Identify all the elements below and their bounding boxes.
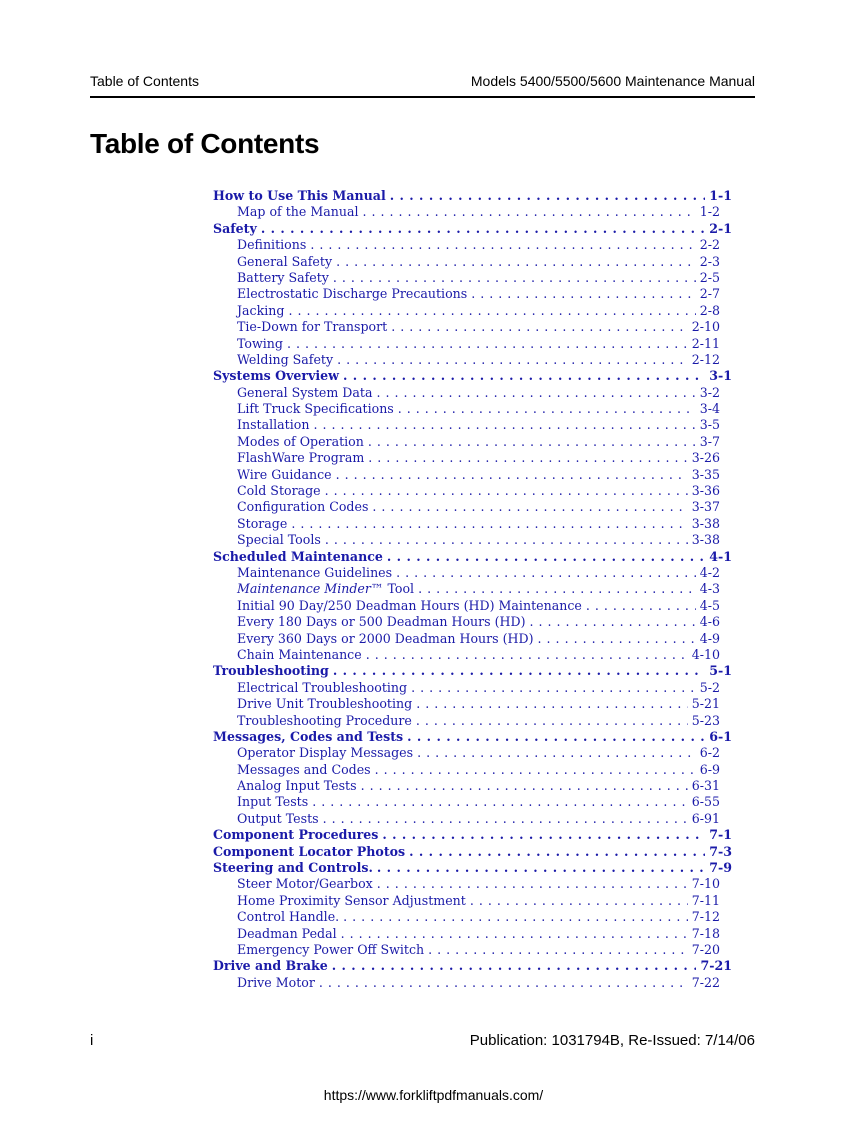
running-header-manual-title: Models 5400/5500/5600 Maintenance Manual [470, 73, 755, 89]
toc-entry-label: Messages and Codes [237, 761, 371, 777]
toc-section-link[interactable] [213, 876, 732, 892]
toc-chapter-link[interactable] [213, 549, 732, 565]
dot-leader [325, 532, 688, 548]
dot-leader [325, 483, 688, 499]
toc-entry-label: Lift Truck Specifications [237, 401, 394, 417]
dot-leader [391, 319, 688, 335]
dot-leader [418, 581, 696, 597]
table-of-contents [213, 188, 732, 991]
toc-section-link[interactable] [213, 467, 732, 483]
toc-section-link[interactable] [213, 286, 732, 302]
toc-entry-page: 7-12 [691, 909, 720, 925]
dot-leader [319, 975, 688, 991]
dot-leader [390, 188, 705, 204]
dot-leader [361, 778, 688, 794]
toc-entry-page: 5-2 [699, 679, 720, 695]
toc-entry-label: Systems Overview [213, 368, 340, 384]
page-title: Table of Contents [90, 128, 320, 159]
toc-entry-label-italic: Maintenance Minder [237, 581, 371, 597]
toc-entry-page: 6-2 [699, 745, 720, 761]
running-header-section: Table of Contents [90, 73, 199, 89]
toc-entry-page: 4-10 [691, 646, 720, 662]
toc-entry-label: Emergency Power Off Switch [237, 941, 425, 957]
dot-leader [538, 631, 696, 647]
dot-leader [470, 893, 688, 909]
dot-leader [586, 598, 696, 614]
footer-page-number: i [90, 1032, 94, 1049]
dot-leader [291, 516, 687, 532]
dot-leader [398, 401, 696, 417]
dot-leader [312, 794, 688, 810]
toc-entry-page: 3-36 [691, 483, 720, 499]
dot-leader [416, 713, 688, 729]
toc-entry-page: 2-3 [699, 253, 720, 269]
toc-entry-page: 7-10 [691, 876, 720, 892]
dot-leader [333, 663, 705, 679]
toc-section-link[interactable] [213, 942, 732, 958]
toc-section-link[interactable] [213, 926, 732, 942]
toc-entry-page: 1-1 [709, 188, 732, 203]
toc-entry-page: 4-5 [699, 597, 720, 613]
toc-entry-label: Scheduled Maintenance [213, 548, 383, 564]
toc-section-link[interactable] [213, 483, 732, 499]
toc-entry-label: Installation [237, 417, 310, 433]
toc-chapter-link[interactable] [213, 827, 732, 843]
toc-section-link[interactable] [213, 631, 732, 647]
toc-entry-label: Map of the Manual [237, 204, 359, 220]
toc-chapter-link[interactable] [213, 729, 732, 745]
dot-leader [288, 303, 695, 319]
toc-entry-label: Tie-Down for Transport [237, 319, 388, 335]
toc-entry-page: 7-1 [709, 827, 732, 843]
toc-entry-page: 4-6 [699, 614, 720, 630]
toc-entry-label: Modes of Operation [237, 433, 364, 449]
dot-leader [377, 860, 705, 876]
toc-chapter-link[interactable] [213, 860, 732, 876]
dot-leader [377, 876, 688, 892]
dot-leader [333, 270, 696, 286]
toc-section-link[interactable] [213, 499, 732, 515]
toc-entry-page: 5-21 [691, 696, 720, 712]
toc-entry-page: 2-12 [691, 351, 720, 367]
toc-entry-label: Battery Safety [237, 269, 329, 285]
toc-entry-label: Special Tools [237, 532, 321, 548]
toc-entry-page: 2-5 [699, 269, 720, 285]
toc-entry-label: Every 360 Days or 2000 Deadman Hours (HD) [237, 630, 534, 646]
toc-entry-page: 3-26 [691, 450, 720, 466]
dot-leader [332, 958, 697, 974]
toc-entry-label: Component Locator Photos [213, 843, 406, 859]
toc-entry-label: Output Tests [237, 810, 319, 826]
toc-chapter-link[interactable] [213, 188, 732, 204]
dot-leader [416, 696, 688, 712]
dot-leader [471, 286, 695, 302]
toc-section-link[interactable] [213, 598, 732, 614]
dot-leader [343, 909, 688, 925]
toc-entry-label: Electrical Troubleshooting [237, 679, 408, 695]
toc-entry-page: 7-20 [691, 941, 720, 957]
toc-section-link[interactable] [213, 647, 732, 663]
toc-entry-label: Troubleshooting Procedure [237, 712, 412, 728]
toc-entry-page: 4-2 [699, 564, 720, 580]
toc-entry-label: Deadman Pedal [237, 925, 337, 941]
toc-chapter-link[interactable] [213, 221, 732, 237]
toc-entry-page: 3-37 [691, 499, 720, 515]
toc-section-link[interactable] [213, 565, 732, 581]
toc-section-link[interactable] [213, 581, 732, 597]
toc-entry-page: 3-5 [699, 417, 720, 433]
toc-section-link[interactable] [213, 680, 732, 696]
dot-leader [336, 254, 696, 270]
toc-entry-label-rest: ™ Tool [370, 581, 415, 597]
toc-entry-page: 6-55 [691, 794, 720, 810]
dot-leader [336, 467, 688, 483]
dot-leader [372, 499, 687, 515]
toc-entry-label: Home Proximity Sensor Adjustment [237, 892, 466, 908]
toc-entry-page: 3-38 [691, 532, 720, 548]
toc-entry-label: Drive Motor [237, 974, 315, 990]
dot-leader [366, 647, 688, 663]
toc-entry-label: Towing [237, 335, 283, 351]
toc-entry-label: Jacking [237, 302, 285, 318]
toc-section-link[interactable] [213, 893, 732, 909]
toc-entry-label: Welding Safety [237, 351, 334, 367]
toc-entry-page: 6-1 [709, 728, 732, 744]
toc-entry-page: 3-35 [691, 466, 720, 482]
toc-entry-label: FlashWare Program [237, 450, 365, 466]
toc-entry-label: Steering and Controls. [213, 860, 373, 876]
dot-leader [341, 926, 688, 942]
toc-entry-page: 3-7 [699, 433, 720, 449]
toc-entry-page: 7-3 [709, 843, 732, 859]
toc-entry-label: Input Tests [237, 794, 309, 810]
toc-chapter-link[interactable] [213, 368, 732, 384]
toc-entry-label: Chain Maintenance [237, 646, 362, 662]
toc-entry-label: Cold Storage [237, 483, 321, 499]
toc-section-link[interactable] [213, 401, 732, 417]
toc-entry-page: 2-1 [709, 220, 732, 236]
toc-entry-page: 6-91 [691, 810, 720, 826]
toc-entry-page: 4-1 [709, 548, 732, 564]
toc-entry-label: Operator Display Messages [237, 745, 414, 761]
toc-entry-label: General Safety [237, 253, 333, 269]
toc-section-link[interactable] [213, 254, 732, 270]
toc-section-link[interactable] [213, 352, 732, 368]
toc-entry-label: General System Data [237, 384, 373, 400]
toc-section-link[interactable] [213, 303, 732, 319]
toc-chapter-link[interactable] [213, 958, 732, 974]
toc-section-link[interactable] [213, 762, 732, 778]
toc-section-link[interactable] [213, 532, 732, 548]
toc-entry-page: 6-31 [691, 778, 720, 794]
dot-leader [387, 549, 705, 565]
dot-leader [530, 614, 696, 630]
toc-section-link[interactable] [213, 778, 732, 794]
toc-entry-label: Storage [237, 515, 288, 531]
dot-leader [313, 417, 695, 433]
toc-entry-label: Drive Unit Troubleshooting [237, 696, 413, 712]
toc-entry-page: 3-38 [691, 515, 720, 531]
toc-entry-page: 6-9 [699, 761, 720, 777]
dot-leader [376, 385, 695, 401]
toc-entry-label: Every 180 Days or 500 Deadman Hours (HD) [237, 614, 526, 630]
toc-entry-page: 7-21 [700, 958, 732, 974]
toc-entry-page: 7-11 [691, 892, 720, 908]
toc-entry-label: Wire Guidance [237, 466, 332, 482]
dot-leader [411, 680, 696, 696]
dot-leader [382, 827, 705, 843]
toc-entry-page: 7-18 [691, 925, 720, 941]
dot-leader [368, 434, 696, 450]
toc-section-link[interactable] [213, 794, 732, 810]
toc-section-link[interactable] [213, 811, 732, 827]
toc-section-link[interactable] [213, 450, 732, 466]
toc-section-link[interactable] [213, 909, 732, 925]
toc-section-link[interactable] [213, 696, 732, 712]
toc-section-link[interactable] [213, 434, 732, 450]
toc-entry-page: 4-9 [699, 630, 720, 646]
footer-publication: Publication: 1031794B, Re-Issued: 7/14/06 [469, 1032, 755, 1049]
dot-leader [396, 565, 696, 581]
toc-entry-label: Steer Motor/Gearbox [237, 876, 373, 892]
toc-entry-label: Maintenance Guidelines [237, 564, 393, 580]
toc-entry-page: 5-23 [691, 712, 720, 728]
toc-entry-label: Troubleshooting [213, 663, 329, 679]
toc-entry-page: 3-2 [699, 384, 720, 400]
dot-leader [375, 762, 696, 778]
toc-section-link[interactable] [213, 975, 732, 991]
toc-entry-page: 5-1 [709, 663, 732, 679]
toc-entry-label: Analog Input Tests [237, 778, 357, 794]
dot-leader [287, 336, 688, 352]
toc-entry-page: 3-1 [709, 368, 732, 384]
toc-entry-label: Electrostatic Discharge Precautions [237, 286, 468, 302]
toc-entry-label: How to Use This Manual [213, 188, 386, 203]
toc-entry-label: Safety [213, 220, 257, 236]
toc-entry-page: 2-2 [699, 237, 720, 253]
toc-entry-page: 7-22 [691, 974, 720, 990]
dot-leader [407, 729, 705, 745]
dot-leader [417, 745, 696, 761]
toc-entry-page: 1-2 [699, 204, 720, 220]
toc-entry-page: 4-3 [699, 581, 720, 597]
dot-leader [409, 844, 705, 860]
toc-entry-label: Messages, Codes and Tests [213, 728, 404, 744]
toc-section-link[interactable] [213, 417, 732, 433]
toc-section-link[interactable] [213, 614, 732, 630]
toc-section-link[interactable] [213, 385, 732, 401]
dot-leader [368, 450, 687, 466]
dot-leader [363, 204, 696, 220]
toc-section-link[interactable] [213, 336, 732, 352]
toc-entry-page: 2-11 [691, 335, 720, 351]
dot-leader [261, 221, 705, 237]
source-url[interactable]: https://www.forkliftpdfmanuals.com/ [323, 1087, 544, 1103]
toc-section-link[interactable] [213, 319, 732, 335]
toc-chapter-link[interactable] [213, 844, 732, 860]
toc-entry-page: 7-9 [709, 860, 732, 876]
dot-leader [428, 942, 688, 958]
toc-section-link[interactable] [213, 745, 732, 761]
toc-section-link[interactable] [213, 270, 732, 286]
toc-entry-label: Component Procedures [213, 827, 379, 843]
dot-leader [323, 811, 688, 827]
toc-entry-label: Drive and Brake [213, 958, 328, 974]
toc-section-link[interactable] [213, 516, 732, 532]
dot-leader [343, 368, 705, 384]
header-divider [90, 96, 755, 98]
toc-entry-label [237, 581, 414, 597]
toc-chapter-link[interactable] [213, 663, 732, 679]
toc-entry-label: Definitions [237, 237, 307, 253]
dot-leader [310, 237, 695, 253]
toc-entry-page: 2-8 [699, 302, 720, 318]
toc-entry-page: 2-10 [691, 319, 720, 335]
toc-entry-label: Control Handle. [237, 909, 340, 925]
dot-leader [337, 352, 688, 368]
toc-entry-label: Configuration Codes [237, 499, 369, 515]
toc-entry-page: 3-4 [699, 401, 720, 417]
toc-section-link[interactable] [213, 713, 732, 729]
toc-entry-page: 2-7 [699, 286, 720, 302]
toc-section-link[interactable] [213, 204, 732, 220]
toc-section-link[interactable] [213, 237, 732, 253]
toc-entry-label: Initial 90 Day/250 Deadman Hours (HD) Maintenance [237, 597, 582, 613]
